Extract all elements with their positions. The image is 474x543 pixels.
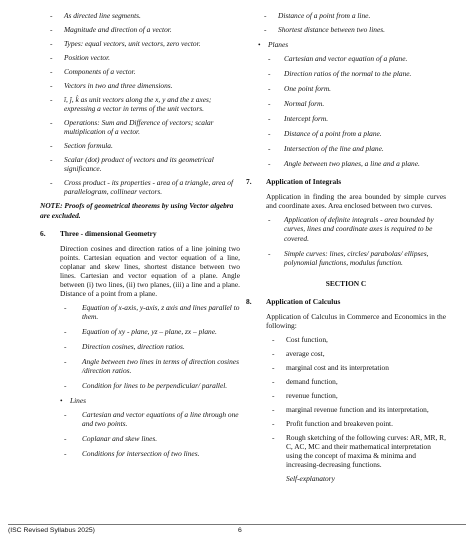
list-item: - Position vector. [50, 53, 110, 63]
list-item: - Section formula. [50, 141, 113, 151]
list-item: - Equation of x-axis, y-axis, z axis and lines parallel to them. [64, 302, 240, 321]
right-column [246, 11, 446, 483]
self-explanatory-text: Self-explanatory [286, 474, 335, 484]
list-item: - Cartesian and vector equation of a plane. [268, 54, 408, 64]
list-item: - Cost function, [272, 334, 328, 344]
list-item: - Normal form. [268, 99, 325, 109]
section-number: 6. [40, 228, 46, 238]
bullet-icon: • [258, 40, 261, 50]
section-paragraph: Direction cosines and direction ratios of a line joining two points. Cartesian equation and vector equation of a line, coplanar and skew lines, shortest distance between two lines. Cartesian and vector equation of a plane. Angle between (i) two lines, (ii) two planes, (iii) a line and a plane. Distance of a point from a plane. [60, 243, 240, 298]
section-c-heading: SECTION C [325, 278, 367, 288]
list-item: - Simple curves: lines, circles/ parabolas/ ellipses, polynomial functions, modulus function. [268, 248, 429, 267]
bullet-icon: • [60, 395, 63, 405]
subsection-heading: • Planes [258, 40, 289, 50]
list-item: - Conditions for intersection of two lines. [64, 449, 200, 459]
list-item: - Distance of a point from a plane. [268, 129, 382, 139]
list-item: - As directed line segments. [50, 11, 141, 20]
list-item: - marginal cost and its interpretation [272, 362, 389, 372]
list-item: - revenue function, [272, 390, 338, 400]
list-item: - Vectors in two and three dimensions. [50, 81, 173, 91]
list-item: - Scalar (dot) product of vectors and its geometrical significance. [50, 155, 214, 174]
list-item: - average cost, [272, 348, 325, 358]
list-item: - Angle between two planes, a line and a plane. [268, 159, 420, 169]
list-item: - Intersection of the line and plane. [268, 144, 384, 154]
list-item: - Profit function and breakeven point. [272, 418, 393, 428]
list-item: - Coplanar and skew lines. [64, 434, 158, 444]
page-number: 6 [238, 527, 242, 534]
list-item: - Operations: Sum and Difference of vectors; scalar multiplication of a vector. [50, 118, 214, 137]
list-item: - î, ĵ, k̂ as unit vectors along the x, y and the z axes; expressing a vector in terms of the unit vectors. [50, 95, 212, 114]
section-heading [246, 297, 446, 306]
list-item: - Distance of a point from a line. [264, 11, 371, 20]
section-title: Application of Calculus [266, 296, 341, 306]
list-item: - One point form. [268, 84, 332, 94]
list-item: - Intercept form. [268, 114, 329, 124]
footer-label: (ISC Revised Syllabus 2025) [8, 527, 95, 534]
list-item: - Direction cosines, direction ratios. [64, 341, 185, 351]
left-column [40, 11, 240, 464]
list-item: - Cartesian and vector equations of a line through one and two points. [64, 410, 239, 429]
section-paragraph: Application of Calculus in Commerce and Economics in the following: [266, 311, 446, 330]
list-item: - marginal revenue function and its interpretation, [272, 404, 429, 414]
section-heading [40, 229, 240, 238]
list-item: - Shortest distance between two lines. [264, 25, 385, 35]
section-title: Application of Integrals [266, 177, 342, 187]
section-number: 8. [246, 296, 252, 306]
list-item: - Angle between two lines in terms of direction cosines /direction ratios. [64, 356, 239, 375]
list-item: - Application of definite integrals - area bounded by curves, lines and coordinate axes is required to be covered. [268, 215, 434, 243]
list-item: - demand function, [272, 376, 338, 386]
page-footer [8, 524, 466, 535]
section-heading [246, 177, 446, 186]
list-item: - Rough sketching of the following curves: AR, MR, R, C, AC, MC and their mathematical interpretation using the concept of maxima & minima and increasing-decreasing functions. [272, 432, 446, 470]
list-item: - Components of a vector. [50, 67, 136, 77]
list-item: - Types: equal vectors, unit vectors, zero vector. [50, 39, 201, 49]
section-paragraph: Application in finding the area bounded by simple curves and coordinate axes. Area enclosed between two curves. [266, 192, 446, 211]
list-item: - Equation of xy - plane, yz – plane, zx – plane. [64, 326, 217, 336]
list-item: - Cross product - its properties - area of a triangle, area of parallelogram, collinear vectors. [50, 178, 234, 197]
list-item: - Condition for lines to be perpendicular/ parallel. [64, 380, 228, 390]
section-title: Three - dimensional Geometry [60, 228, 157, 238]
section-number: 7. [246, 177, 252, 187]
list-item: - Direction ratios of the normal to the plane. [268, 69, 412, 79]
subsection-heading: • Lines [60, 395, 87, 405]
list-item: - Magnitude and direction of a vector. [50, 25, 172, 35]
note-text: NOTE: Proofs of geometrical theorems by using Vector algebra are excluded. [40, 201, 234, 220]
